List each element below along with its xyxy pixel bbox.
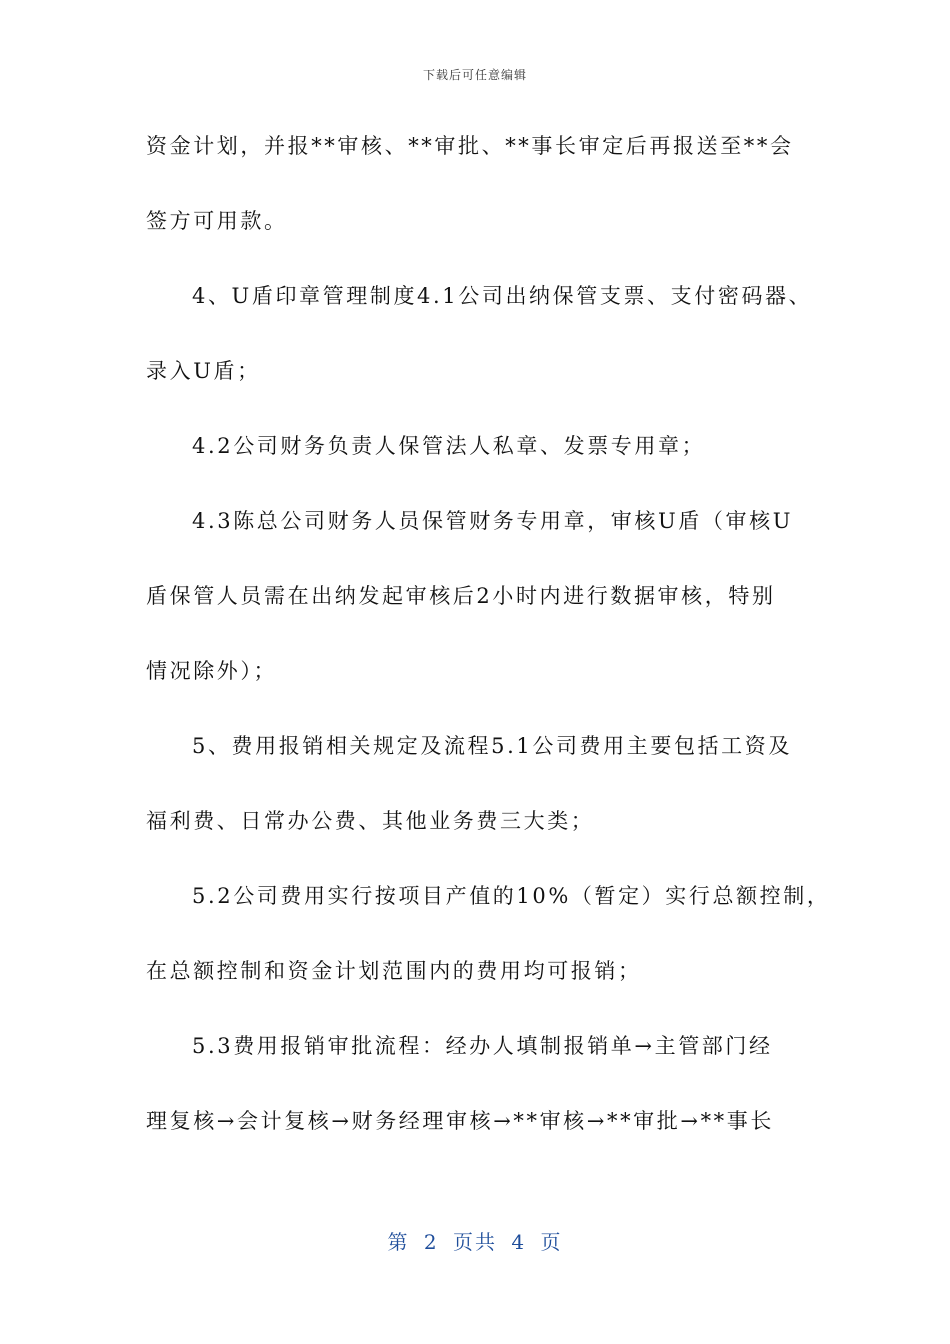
text-line: 5、费用报销相关规定及流程5.1公司费用主要包括工资及 — [192, 734, 792, 758]
text-line: 理复核→会计复核→财务经理审核→**审核→**审批→**事长 — [146, 1109, 774, 1133]
footer-suffix: 页 — [540, 1230, 563, 1254]
footer-prefix: 第 — [387, 1230, 410, 1254]
text-line: 签方可用款。 — [146, 209, 288, 233]
page-footer — [0, 1226, 950, 1255]
text-line: 4、U盾印章管理制度4.1公司出纳保管支票、支付密码器、 — [192, 284, 813, 308]
text-line: 5.2公司费用实行按项目产值的10%（暂定）实行总额控制， — [192, 884, 831, 908]
text-line: 4.3陈总公司财务人员保管财务专用章，审核U盾（审核U — [192, 509, 793, 533]
page-header: 下载后可任意编辑 — [422, 68, 527, 82]
footer-total-pages: 4 — [511, 1230, 527, 1254]
document-body — [146, 118, 831, 1168]
text-line: 情况除外）； — [146, 659, 278, 683]
text-line: 5.3费用报销审批流程：经办人填制报销单→主管部门经 — [192, 1034, 773, 1058]
footer-middle: 页共 — [453, 1230, 497, 1254]
text-line: 在总额控制和资金计划范围内的费用均可报销； — [146, 959, 642, 983]
text-line: 资金计划，并报**审核、**审批、**事长审定后再报送至**会 — [146, 134, 794, 158]
footer-current-page: 2 — [423, 1230, 439, 1254]
text-line: 录入U盾； — [146, 359, 261, 383]
text-line: 盾保管人员需在出纳发起审核后2小时内进行数据审核，特别 — [146, 584, 776, 608]
text-line: 福利费、日常办公费、其他业务费三大类； — [146, 809, 595, 833]
text-line: 4.2公司财务负责人保管法人私章、发票专用章； — [192, 434, 706, 458]
